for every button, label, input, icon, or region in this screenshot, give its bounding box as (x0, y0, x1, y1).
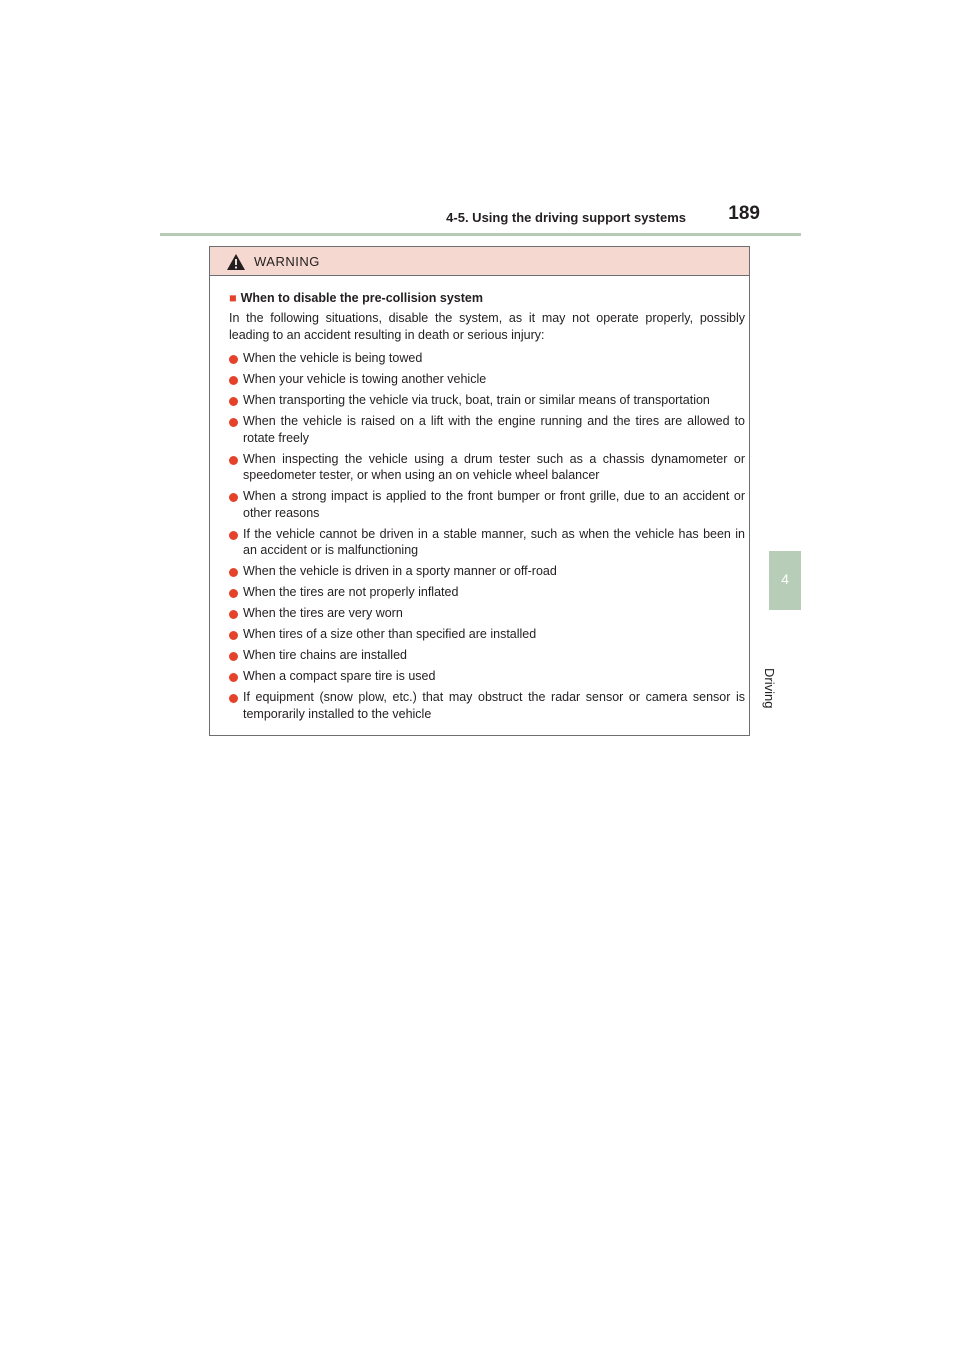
list-item-text: When the vehicle is driven in a sporty manner or off-road (243, 564, 557, 578)
bullet-dot-icon (229, 589, 238, 598)
bullet-dot-icon (229, 493, 238, 502)
list-item (229, 689, 745, 722)
list-item (229, 451, 745, 484)
list-item (229, 626, 745, 643)
page-number: 189 (728, 203, 760, 224)
bullet-dot-icon (229, 568, 238, 577)
chapter-number: 4 (781, 571, 789, 587)
page-header (160, 200, 800, 234)
bullet-dot-icon (229, 673, 238, 682)
warning-list (229, 350, 745, 722)
warning-title: WARNING (254, 254, 320, 269)
list-item (229, 563, 745, 580)
list-item-text: When tire chains are installed (243, 648, 407, 662)
list-item (229, 413, 745, 446)
bullet-dot-icon (229, 397, 238, 406)
warning-box (209, 246, 750, 736)
list-item (229, 647, 745, 664)
header-divider (160, 233, 801, 236)
list-item-text: When the tires are not properly inflated (243, 585, 459, 599)
warning-subheading-text: When to disable the pre-collision system (240, 291, 483, 305)
warning-subheading (229, 290, 745, 307)
list-item (229, 488, 745, 521)
list-item-text: When the tires are very worn (243, 606, 403, 620)
bullet-dot-icon (229, 652, 238, 661)
list-item-text: When the vehicle is being towed (243, 351, 423, 365)
list-item-text: When the vehicle is raised on a lift with the engine running and the tires are allowed to rotate freely (243, 414, 745, 445)
bullet-dot-icon (229, 610, 238, 619)
list-item-text: If equipment (snow plow, etc.) that may obstruct the radar sensor or camera sensor is temporarily installed to the vehicle (243, 690, 745, 721)
list-item (229, 371, 745, 388)
list-item (229, 584, 745, 601)
list-item-text: When inspecting the vehicle using a drum tester such as a chassis dynamometer or speedometer tester, or when using an on vehicle wheel balancer (243, 451, 745, 482)
bullet-dot-icon (229, 694, 238, 703)
list-item-text: When transporting the vehicle via truck, boat, train or similar means of transportation (243, 393, 710, 407)
warning-header (210, 247, 749, 276)
list-item-text: When tires of a size other than specified are installed (243, 627, 537, 641)
square-bullet-icon: ■ (229, 291, 237, 305)
bullet-dot-icon (229, 456, 238, 465)
section-title: 4-5. Using the driving support systems (446, 210, 686, 225)
list-item (229, 350, 745, 367)
chapter-label: Driving (762, 668, 777, 709)
list-item (229, 526, 745, 559)
list-item (229, 668, 745, 685)
bullet-dot-icon (229, 418, 238, 427)
list-item (229, 392, 745, 409)
bullet-dot-icon (229, 355, 238, 364)
bullet-dot-icon (229, 376, 238, 385)
list-item-text: If the vehicle cannot be driven in a stable manner, such as when the vehicle has been in an accident or is malfunctioning (243, 526, 745, 557)
bullet-dot-icon (229, 631, 238, 640)
list-item-text: When a strong impact is applied to the front bumper or front grille, due to an accident or other reasons (243, 489, 745, 520)
chapter-label-container (762, 618, 801, 709)
chapter-tab (769, 551, 801, 610)
bullet-dot-icon (229, 531, 238, 540)
list-item (229, 605, 745, 622)
warning-body (229, 290, 745, 727)
list-item-text: When a compact spare tire is used (243, 669, 436, 683)
warning-intro: In the following situations, disable the system, as it may not operate properly, possibly leading to an accident resulting in death or serious injury: (229, 311, 745, 342)
warning-triangle-icon (226, 253, 246, 271)
list-item-text: When your vehicle is towing another vehicle (243, 372, 487, 386)
